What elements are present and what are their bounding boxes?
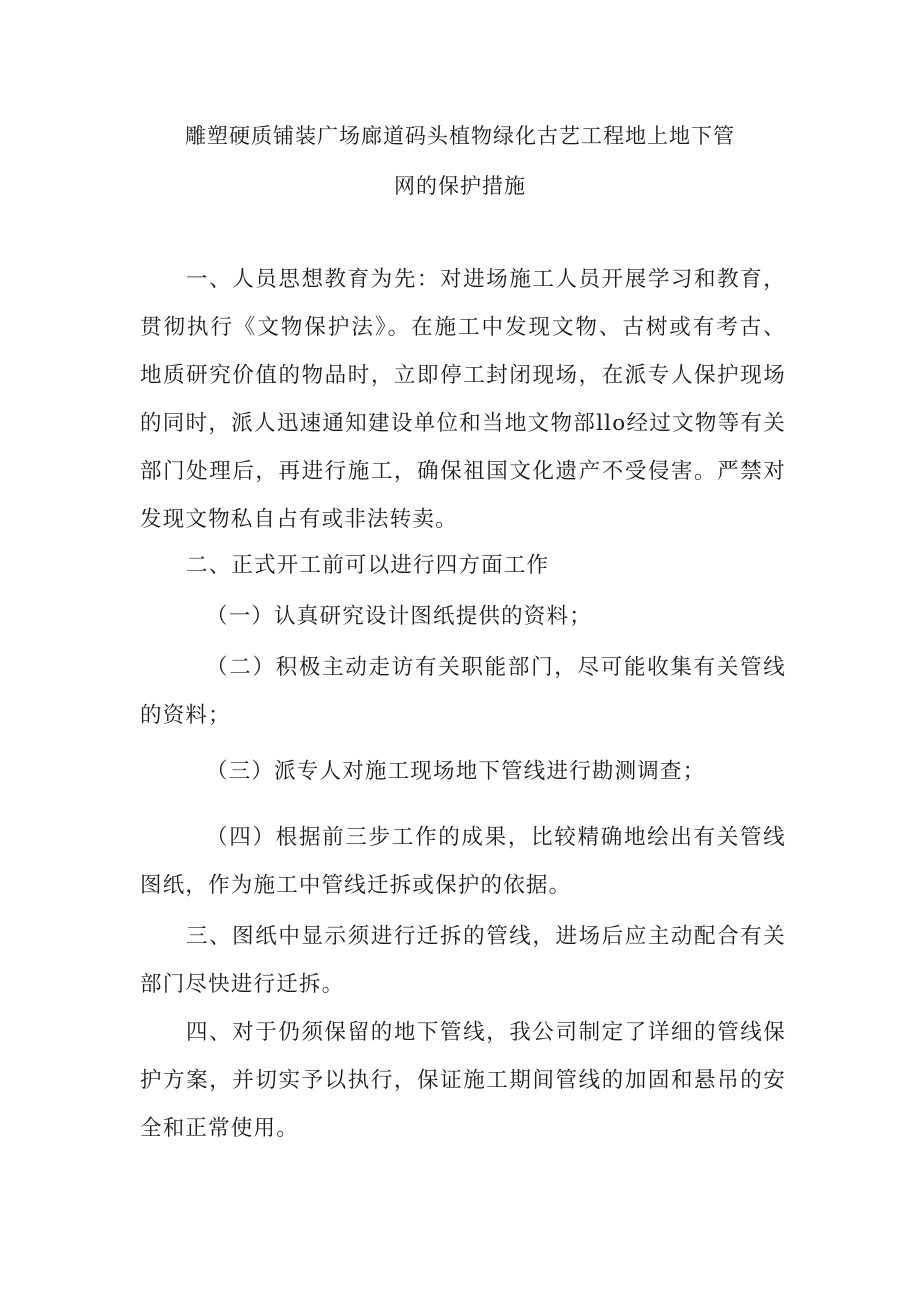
- paragraph-item-1: （一）认真研究设计图纸提供的资料；: [206, 604, 592, 629]
- paragraph-item-4: （四）根据前三步工作的成果，比较精确地绘出有关管线图纸，作为施工中管线迁拆或保护的依据。: [140, 825, 786, 898]
- paragraph-protection-plan: 四、对于仍须保留的地下管线，我公司制定了详细的管线保护方案，并切实予以执行，保证施工期间管线的加固和悬吊的安全和正常使用。: [140, 1020, 786, 1141]
- document-title-line-1: 雕塑硬质铺装广场廊道码头植物绿化古艺工程地上地下管: [185, 124, 735, 148]
- document-title-line-2: 网的保护措施: [394, 174, 526, 198]
- paragraph-item-3: （三）派专人对施工现场地下管线进行勘测调查；: [206, 759, 706, 784]
- paragraph-personnel-education: 一、人员思想教育为先：对进场施工人员开展学习和教育，贯彻执行《文物保护法》。在施工中发现文物、古树或有考古、地质研究价值的物品时，立即停工封闭现场，在派专人保护现场的同时，派人迅速通知建设单位和当地文物部llo经过文物等有关部门处理后，再进行施工，确保祖国文化遗产不受侵害。严禁对发现文物私自占有或非法转卖。: [140, 267, 786, 532]
- paragraph-item-2: （二）积极主动走访有关职能部门，尽可能收集有关管线的资料；: [140, 655, 786, 728]
- paragraph-preparation-heading: 二、正式开工前可以进行四方面工作: [186, 553, 550, 578]
- paragraph-relocation: 三、图纸中显示须进行迁拆的管线，进场后应主动配合有关部门尽快进行迁拆。: [140, 924, 786, 997]
